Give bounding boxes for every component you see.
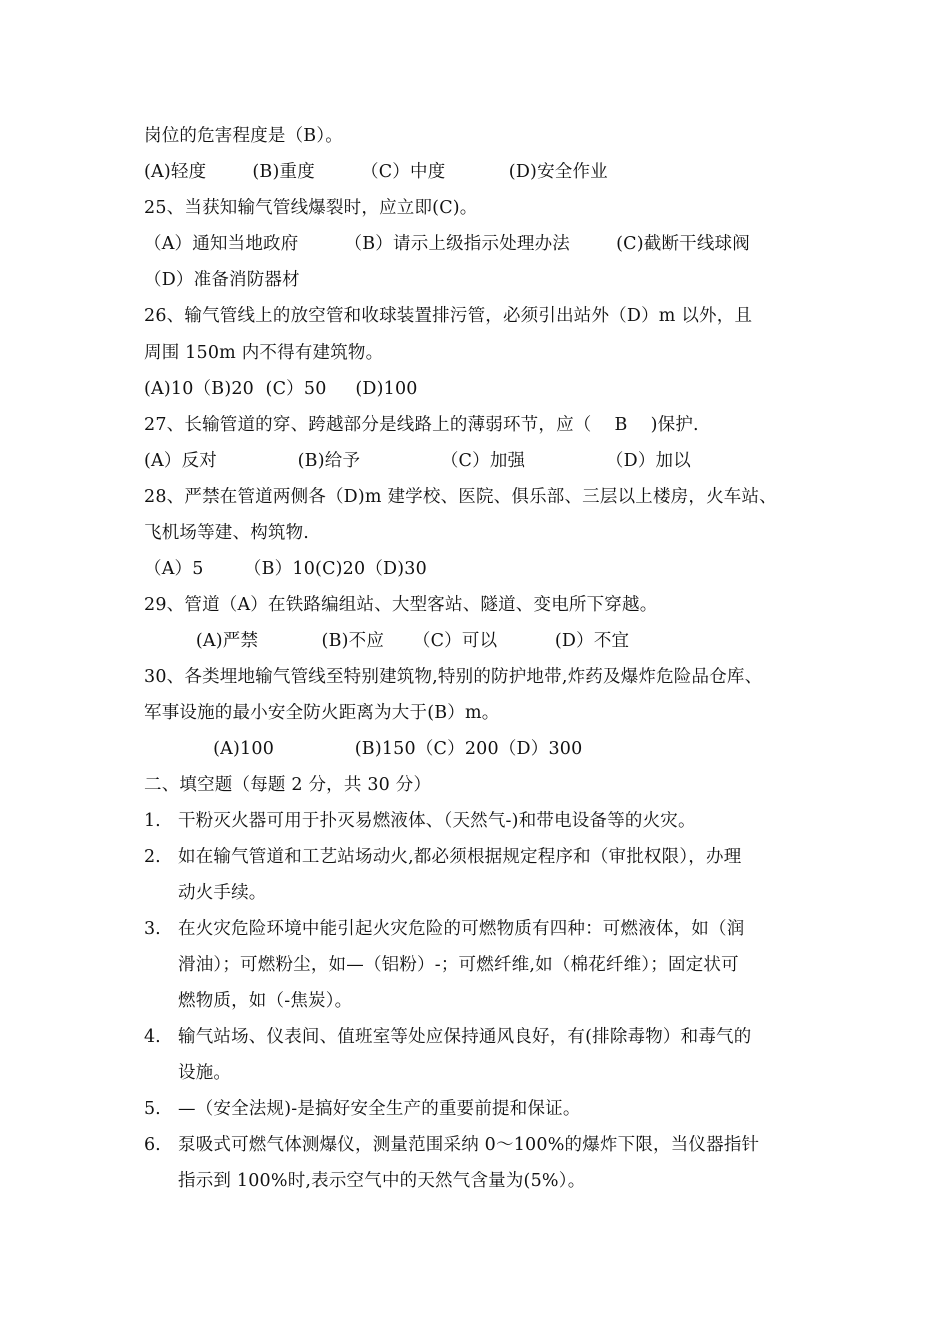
list-item-number: 2. <box>144 847 161 867</box>
list-item-number: 6. <box>144 1135 161 1155</box>
text-line: 岗位的危害程度是（B）。 <box>144 126 344 146</box>
list-item-continuation: 燃物质，如（-焦炭）。 <box>178 991 353 1011</box>
question-29: 29、管道（A）在铁路编组站、大型客站、隧道、变电所下穿越。 <box>144 595 658 615</box>
list-item-number: 1. <box>144 811 161 831</box>
text-line: 军事设施的最小安全防火距离为大于(B）m。 <box>144 703 500 723</box>
list-item: 如在输气管道和工艺站场动火,都必须根据规定程序和（审批权限），办理 <box>178 847 742 867</box>
list-item: 输气站场、仪表间、值班室等处应保持通风良好，有(排除毒物）和毒气的 <box>178 1027 752 1047</box>
text-line: (A)10（B)20 (C）50 (D)100 <box>144 379 418 399</box>
list-item: 泵吸式可燃气体测爆仪，测量范围采纳 0～100%的爆炸下限，当仪器指针 <box>178 1135 760 1155</box>
text-line: 周围 150m 内不得有建筑物。 <box>144 343 384 363</box>
text-line: (A)轻度 (B)重度 （C）中度 (D)安全作业 <box>144 162 608 182</box>
text-line: （A）通知当地政府 （B）请示上级指示处理办法 (C)截断干线球阀 <box>144 234 750 254</box>
list-item-number: 4. <box>144 1027 161 1047</box>
list-item: 干粉灭火器可用于扑灭易燃液体、（天然气-)和带电设备等的火灾。 <box>178 811 696 831</box>
section-heading: 二、填空题（每题 2 分，共 30 分） <box>144 775 432 795</box>
question-30: 30、各类埋地输气管线至特别建筑物,特别的防护地带,炸药及爆炸危险品仓库、 <box>144 667 763 687</box>
question-27: 27、长输管道的穿、跨越部分是线路上的薄弱环节，应（ B )保护. <box>144 415 699 435</box>
list-item-continuation: 滑油）；可燃粉尘，如—（铝粉）-；可燃纤维,如（棉花纤维）；固定状可 <box>178 955 739 975</box>
list-item: —（安全法规)-是搞好安全生产的重要前提和保证。 <box>178 1099 581 1119</box>
text-line: 飞机场等建、构筑物. <box>144 523 310 543</box>
list-item-continuation: 设施。 <box>178 1063 232 1083</box>
text-line: (A)严禁 (B)不应 （C）可以 (D）不宜 <box>144 631 630 651</box>
question-28: 28、严禁在管道两侧各（D)m 建学校、医院、俱乐部、三层以上楼房，火车站、 <box>144 487 777 507</box>
text-line: （D）准备消防器材 <box>144 270 300 290</box>
text-line: (A）反对 (B)给予 （C）加强 （D）加以 <box>144 451 691 471</box>
list-item: 在火灾危险环境中能引起火灾危险的可燃物质有四种：可燃液体，如（润 <box>178 919 745 939</box>
question-25: 25、当获知输气管线爆裂时，应立即(C)。 <box>144 198 478 218</box>
list-item-number: 3. <box>144 919 161 939</box>
list-item-number: 5. <box>144 1099 161 1119</box>
list-item-continuation: 指示到 100%时,表示空气中的天然气含量为(5%）。 <box>178 1171 586 1191</box>
question-26: 26、输气管线上的放空管和收球装置排污管，必须引出站外（D）m 以外，且 <box>144 306 753 326</box>
list-item-continuation: 动火手续。 <box>178 883 267 903</box>
text-line: （A）5 （B）10(C)20（D)30 <box>144 559 427 579</box>
text-line: (A)100 (B)150（C）200（D）300 <box>144 739 583 759</box>
